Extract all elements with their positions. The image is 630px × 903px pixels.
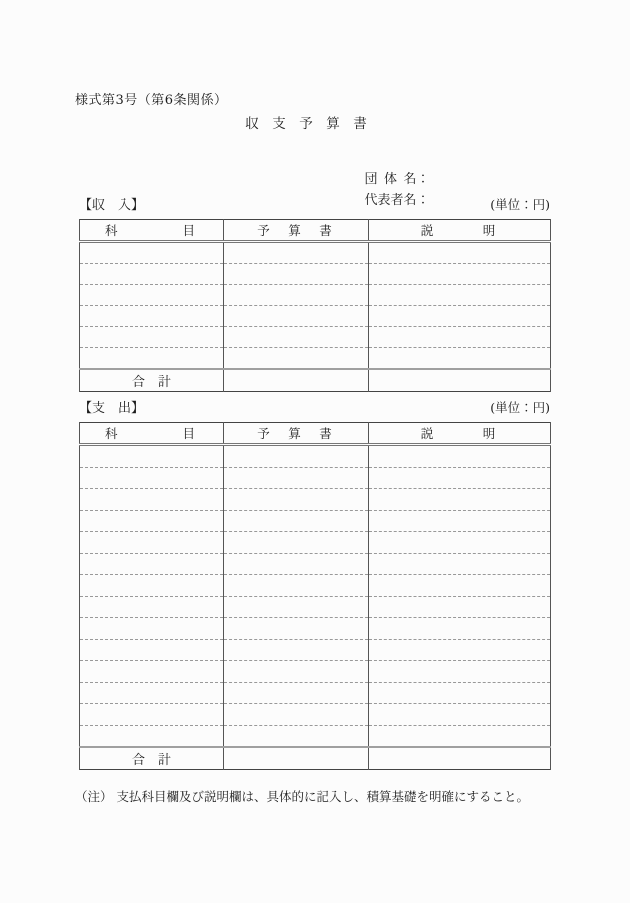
blank-row xyxy=(80,725,551,747)
blank-cell xyxy=(80,532,224,554)
income-total-row xyxy=(80,369,551,392)
expense-total-label: 合 計 xyxy=(80,747,224,770)
blank-cell xyxy=(369,575,551,597)
blank-row xyxy=(80,682,551,704)
blank-cell xyxy=(369,489,551,511)
blank-cell xyxy=(369,510,551,532)
blank-row xyxy=(80,285,551,306)
blank-cell xyxy=(224,264,369,285)
blank-cell xyxy=(80,467,224,489)
expense-column-header-budget: 予 算 書 xyxy=(224,423,369,445)
blank-cell xyxy=(224,553,369,575)
blank-cell xyxy=(224,575,369,597)
blank-cell xyxy=(369,445,551,468)
blank-cell xyxy=(369,242,551,264)
blank-cell xyxy=(369,306,551,327)
blank-cell xyxy=(224,348,369,370)
expense-column-header-description: 説 明 xyxy=(369,423,551,445)
blank-cell xyxy=(80,264,224,285)
income-table xyxy=(79,219,551,392)
blank-row xyxy=(80,575,551,597)
blank-cell xyxy=(80,596,224,618)
blank-cell xyxy=(369,553,551,575)
blank-cell xyxy=(80,327,224,348)
blank-cell xyxy=(369,596,551,618)
blank-cell xyxy=(224,445,369,468)
expense-table xyxy=(79,422,551,770)
income-column-header-item: 科 目 xyxy=(80,220,224,242)
blank-cell xyxy=(224,725,369,747)
blank-row xyxy=(80,348,551,370)
blank-cell xyxy=(369,618,551,640)
blank-cell xyxy=(369,682,551,704)
blank-row xyxy=(80,661,551,683)
expense-unit-label: (単位：円) xyxy=(490,400,550,415)
blank-cell xyxy=(224,704,369,726)
blank-cell xyxy=(80,445,224,468)
blank-cell xyxy=(369,532,551,554)
income-column-header-budget: 予 算 書 xyxy=(224,220,369,242)
blank-cell xyxy=(224,639,369,661)
blank-cell xyxy=(224,596,369,618)
blank-row xyxy=(80,264,551,285)
blank-cell xyxy=(80,639,224,661)
blank-cell xyxy=(224,306,369,327)
organization-name-label: 団 体 名： xyxy=(364,172,430,187)
blank-row xyxy=(80,532,551,554)
blank-cell xyxy=(80,553,224,575)
blank-row xyxy=(80,596,551,618)
blank-cell xyxy=(224,467,369,489)
income-total-budget-cell xyxy=(224,369,369,392)
blank-cell xyxy=(80,682,224,704)
blank-cell xyxy=(224,285,369,306)
blank-row xyxy=(80,618,551,640)
expense-total-row xyxy=(80,747,551,770)
blank-cell xyxy=(369,639,551,661)
blank-row xyxy=(80,467,551,489)
blank-cell xyxy=(80,348,224,370)
form-number-label: 様式第3号（第6条関係） xyxy=(75,93,228,108)
expense-section-label: 【支 出】 xyxy=(79,401,145,416)
blank-cell xyxy=(80,510,224,532)
blank-cell xyxy=(80,242,224,264)
blank-cell xyxy=(369,725,551,747)
blank-cell xyxy=(369,264,551,285)
income-total-description-cell xyxy=(369,369,551,392)
blank-row xyxy=(80,510,551,532)
blank-cell xyxy=(369,348,551,370)
blank-cell xyxy=(80,306,224,327)
blank-row xyxy=(80,704,551,726)
income-unit-label: (単位：円) xyxy=(490,197,550,212)
blank-cell xyxy=(80,575,224,597)
blank-cell xyxy=(369,704,551,726)
blank-row xyxy=(80,327,551,348)
blank-cell xyxy=(224,661,369,683)
income-header-row xyxy=(80,220,551,242)
income-column-header-description: 説 明 xyxy=(369,220,551,242)
blank-row xyxy=(80,489,551,511)
blank-cell xyxy=(224,489,369,511)
representative-name-label: 代表者名： xyxy=(364,193,430,208)
blank-cell xyxy=(224,682,369,704)
blank-row xyxy=(80,242,551,264)
blank-row xyxy=(80,639,551,661)
blank-cell xyxy=(80,489,224,511)
blank-row xyxy=(80,306,551,327)
expense-blank-rows xyxy=(80,445,551,748)
expense-column-header-item: 科 目 xyxy=(80,423,224,445)
income-section-label: 【収 入】 xyxy=(79,198,145,213)
blank-cell xyxy=(80,618,224,640)
blank-cell xyxy=(369,285,551,306)
blank-cell xyxy=(224,532,369,554)
blank-cell xyxy=(224,510,369,532)
blank-cell xyxy=(80,285,224,306)
expense-section xyxy=(79,400,550,770)
blank-cell xyxy=(80,704,224,726)
blank-row xyxy=(80,553,551,575)
expense-total-budget-cell xyxy=(224,747,369,770)
blank-cell xyxy=(369,661,551,683)
income-blank-rows xyxy=(80,242,551,370)
expense-total-description-cell xyxy=(369,747,551,770)
page-title: 収 支 予 算 書 xyxy=(245,116,367,132)
footnote: （注） 支払科目欄及び説明欄は、具体的に記入し、積算基礎を明確にすること。 xyxy=(75,789,529,804)
blank-row xyxy=(80,445,551,468)
blank-cell xyxy=(369,327,551,348)
income-total-label: 合 計 xyxy=(80,369,224,392)
expense-header-row xyxy=(80,423,551,445)
income-section-head xyxy=(79,197,550,214)
expense-section-head xyxy=(79,400,550,417)
blank-cell xyxy=(80,661,224,683)
income-section xyxy=(79,197,550,392)
blank-cell xyxy=(224,618,369,640)
blank-cell xyxy=(369,467,551,489)
blank-cell xyxy=(224,327,369,348)
blank-cell xyxy=(80,725,224,747)
blank-cell xyxy=(224,242,369,264)
